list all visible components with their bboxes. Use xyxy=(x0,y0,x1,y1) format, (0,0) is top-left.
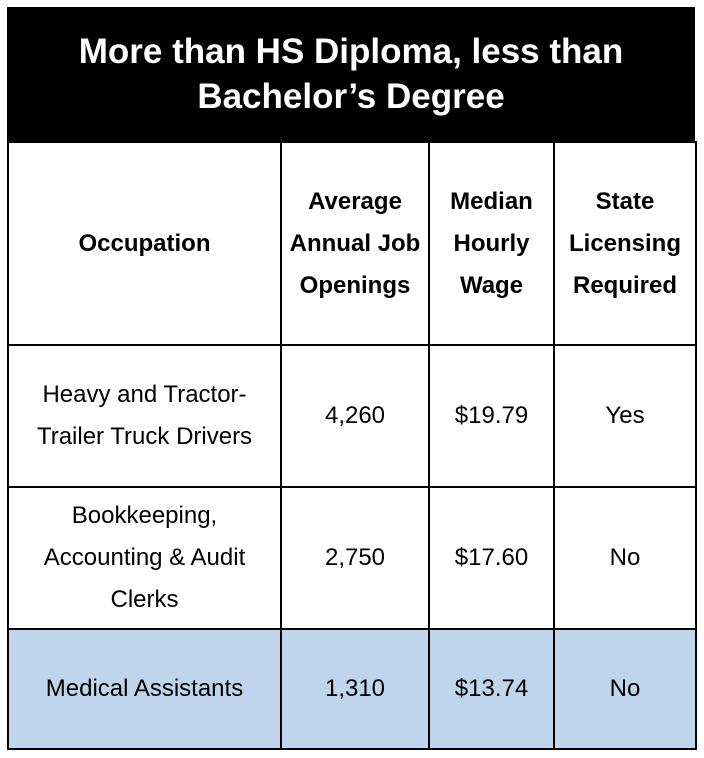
cell-licensing: No xyxy=(554,629,696,749)
cell-occupation: Heavy and Tractor-Trailer Truck Drivers xyxy=(8,345,281,487)
header-occupation: Occupation xyxy=(8,142,281,345)
cell-wage: $19.79 xyxy=(429,345,554,487)
cell-occupation: Bookkeeping, Accounting & Audit Clerks xyxy=(8,487,281,629)
occupation-table-container xyxy=(7,7,695,747)
cell-wage: $17.60 xyxy=(429,487,554,629)
table-row-highlighted xyxy=(8,629,696,749)
table-header-row xyxy=(8,142,696,345)
table-row xyxy=(8,487,696,629)
cell-openings: 4,260 xyxy=(281,345,429,487)
cell-openings: 2,750 xyxy=(281,487,429,629)
table-title: More than HS Diploma, less than Bachelor’s Degree xyxy=(7,7,695,141)
occupation-table xyxy=(7,141,697,750)
cell-licensing: Yes xyxy=(554,345,696,487)
cell-occupation: Medical Assistants xyxy=(8,629,281,749)
cell-licensing: No xyxy=(554,487,696,629)
header-annual-openings: Average Annual Job Openings xyxy=(281,142,429,345)
table-row xyxy=(8,345,696,487)
cell-wage: $13.74 xyxy=(429,629,554,749)
header-median-wage: Median Hourly Wage xyxy=(429,142,554,345)
cell-openings: 1,310 xyxy=(281,629,429,749)
header-state-licensing: State Licensing Required xyxy=(554,142,696,345)
